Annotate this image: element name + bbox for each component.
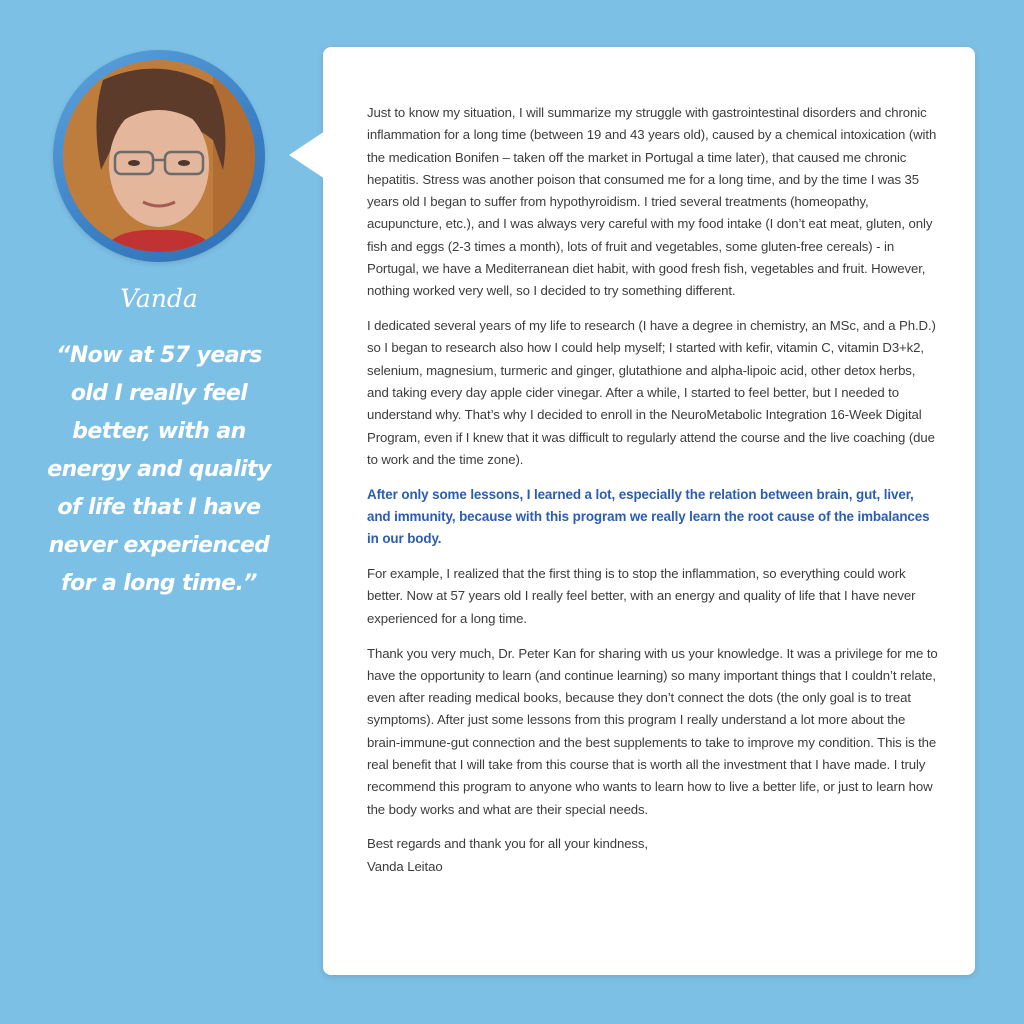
avatar-photo — [63, 60, 255, 252]
reviewer-name: Vanda — [120, 284, 198, 313]
pull-quote: “Now at 57 years old I really feel better, with an energy and quality of life that I have never experienced for a long time.” — [47, 343, 271, 596]
testimonial-card — [323, 47, 975, 975]
avatar-ring — [53, 50, 265, 262]
closing-line: Best regards and thank you for all your kindness, — [367, 836, 648, 852]
testimonial-highlight: After only some lessons, I learned a lot, especially the relation between brain, gut, liver, and immunity, because with this program we really learn the root cause of the imbalances in our body. — [367, 486, 930, 547]
testimonial-body — [367, 102, 939, 878]
avatar — [63, 60, 255, 252]
testimonial-paragraph: For example, I realized that the first thing is to stop the inflammation, so everything could work better. Now at 57 years old I really feel better, with an energy and quality of life that I have never experienced for a long time. — [367, 566, 916, 626]
testimonial-paragraph: Just to know my situation, I will summarize my struggle with gastrointestinal disorders and chronic inflammation for a long time (between 19 and 43 years old), caused by a chemical intoxication (with the medication Bonifen – taken off the market in Portugal a time later), that caused me chronic hepatitis. Stress was another poison that consumed me for a long time, and by the time I was 35 years old I began to suffer from hypothyroidism. I tried several treatments (homeopathy, acupuncture, etc.), and I was always very careful with my food intake (I don’t eat meat, gluten, only fish and eggs (2-3 times a month), lots of fruit and vegetables, some gluten-free cereals) - in Portugal, we have a Mediterranean diet habit, with good fresh fish, vegetables and fruit. However, nothing worked very well, so I decided to try something different. — [367, 105, 937, 299]
signature: Vanda Leitao — [367, 858, 443, 874]
speech-bubble-pointer — [289, 131, 325, 179]
testimonial-paragraph: I dedicated several years of my life to research (I have a degree in chemistry, an MSc, and a Ph.D.) so I began to research also how I could help myself; I started with kefir, vitamin C, vitamin D3+k2, selenium, magnesium, turmeric and ginger, glutathione and alpha-lipoic acid, other detox herbs, and taking every day apple cider vinegar. After a while, I started to feel better, but I needed to understand why. That’s why I decided to enroll in the NeuroMetabolic Integration 16-Week Digital Program, even if I knew that it was difficult to regularly attend the course and the live coaching (due to work and the time zone). — [367, 318, 936, 467]
testimonial-paragraph: Thank you very much, Dr. Peter Kan for sharing with us your knowledge. It was a privilege for me to have the opportunity to learn (and continue learning) so many important things that I couldn’t relate, even after reading medical books, because they don’t connect the dots (the only goal is to treat symptoms). After just some lessons from this program I really understand a lot more about the brain-immune-gut connection and the best supplements to take to improve my condition. This is the real benefit that I will take from this course that is worth all the investment that I have made. I truly recommend this program to anyone who wants to learn how to live a better life, or just to learn how the body works and what are their special needs. — [367, 645, 938, 817]
